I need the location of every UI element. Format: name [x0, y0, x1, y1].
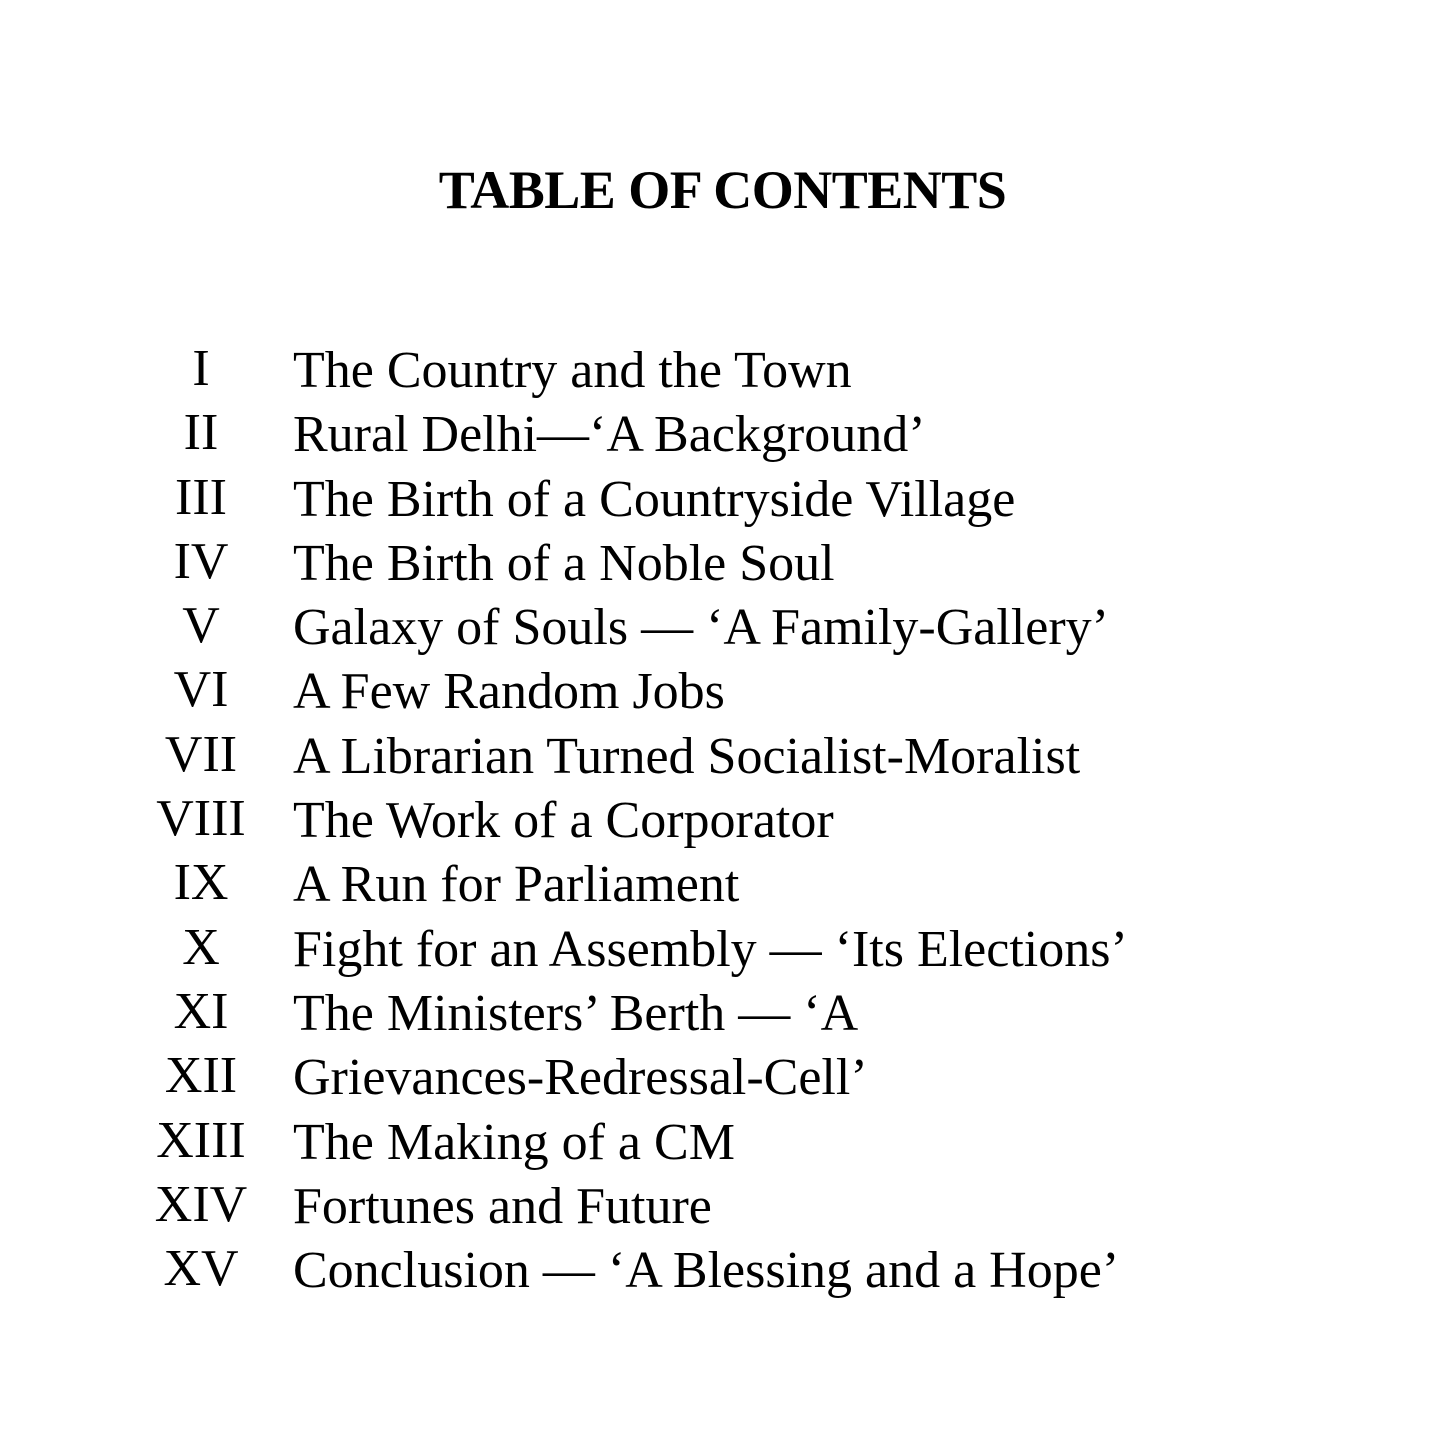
chapter-title: The Work of a Corporator [293, 792, 834, 850]
chapter-title: The Making of a CM [293, 1113, 735, 1171]
chapter-number: VI [173, 661, 229, 719]
chapter-number: XIV [154, 1175, 248, 1233]
chapter-number: XV [163, 1240, 239, 1298]
toc-entry-12[interactable] [0, 1044, 1445, 1108]
chapter-title: Fortunes and Future [293, 1177, 712, 1235]
chapter-title: The Birth of a Noble Soul [293, 534, 835, 592]
toc-entry-10[interactable] [0, 916, 1445, 980]
chapter-number: IX [173, 854, 229, 912]
chapter-number: VIII [156, 790, 246, 848]
chapter-title: Conclusion — ‘A Blessing and a Hope’ [293, 1242, 1120, 1300]
chapter-number: II [183, 404, 219, 462]
chapter-title: A Librarian Turned Socialist-Moralist [293, 727, 1081, 785]
chapter-number: III [175, 468, 227, 526]
chapter-number: VII [164, 725, 238, 783]
chapter-number: XI [173, 982, 229, 1040]
chapter-title: Galaxy of Souls — ‘A Family-Gallery’ [293, 599, 1109, 657]
chapter-number: IV [173, 532, 229, 590]
chapter-number: XIII [156, 1111, 246, 1169]
chapter-number: XII [164, 1047, 238, 1105]
toc-entry-4[interactable] [0, 530, 1445, 594]
toc-entry-5[interactable] [0, 594, 1445, 658]
toc-entry-9[interactable] [0, 851, 1445, 915]
chapter-title: Rural Delhi—‘A Background’ [293, 406, 926, 464]
chapter-title: Grievances-Redressal-Cell’ [293, 1049, 868, 1107]
toc-entry-1[interactable] [0, 337, 1445, 401]
chapter-title: A Few Random Jobs [293, 663, 725, 721]
toc-entry-15[interactable] [0, 1237, 1445, 1301]
toc-entry-6[interactable] [0, 658, 1445, 722]
toc-entry-7[interactable] [0, 723, 1445, 787]
chapter-title: The Birth of a Countryside Village [293, 470, 1016, 528]
chapter-title: The Ministers’ Berth — ‘A [293, 984, 859, 1042]
chapter-number: I [192, 340, 210, 397]
chapter-title: The Country and the Town [293, 342, 852, 399]
toc-entry-3[interactable] [0, 466, 1445, 530]
toc-entry-11[interactable] [0, 980, 1445, 1044]
page-title: TABLE OF CONTENTS [438, 160, 1007, 220]
toc-entry-14[interactable] [0, 1173, 1445, 1237]
toc-entry-13[interactable] [0, 1109, 1445, 1173]
chapter-title: Fight for an Assembly — ‘Its Elections’ [293, 920, 1128, 978]
chapter-number: X [182, 918, 220, 976]
toc-entry-8[interactable] [0, 787, 1445, 851]
table-of-contents [0, 337, 1445, 1301]
chapter-title: A Run for Parliament [293, 856, 740, 914]
chapter-number: V [182, 597, 220, 655]
toc-entry-2[interactable] [0, 401, 1445, 465]
